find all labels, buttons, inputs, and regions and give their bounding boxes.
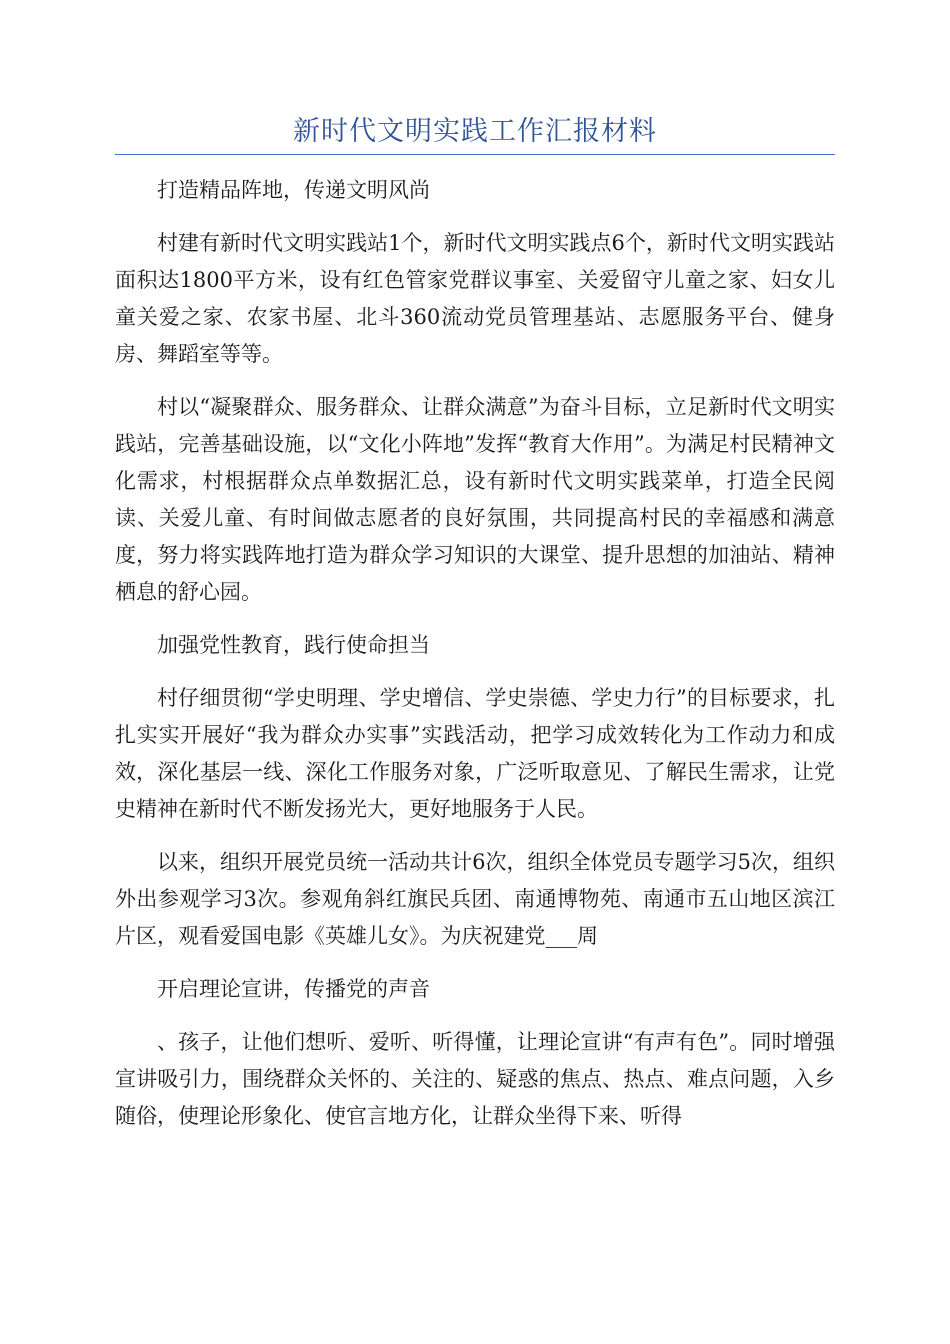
body-paragraph: 以来，组织开展党员统一活动共计6次，组织全体党员专题学习5次，组织外出参观学习3次。参观角斜红旗民兵团、南通博物苑、南通市五山地区滨江片区，观看爱国电影《英雄儿女》。为庆祝建党___周 [115,850,835,948]
body-paragraph: 村建有新时代文明实践站1个，新时代文明实践点6个，新时代文明实践站面积达1800平方米，设有红色管家党群议事室、关爱留守儿童之家、妇女儿童关爱之家、农家书屋、北斗360流动党员管理基站、志愿服务平台、健身房、舞蹈室等等。 [115,231,835,366]
section-heading: 打造精品阵地，传递文明风尚 [157,178,430,202]
body-paragraph: 村仔细贯彻“学史明理、学史增信、学史崇德、学史力行”的目标要求，扎扎实实开展好“我为群众办实事”实践活动，把学习成效转化为工作动力和成效，深化基层一线、深化工作服务对象，广泛听取意见、了解民生需求，让党史精神在新时代不断发扬光大，更好地服务于人民。 [115,686,835,821]
body-paragraph: 村以“凝聚群众、服务群众、让群众满意”为奋斗目标，立足新时代文明实践站，完善基础设施，以“文化小阵地”发挥“教育大作用”。为满足村民精神文化需求，村根据群众点单数据汇总，设有新时代文明实践菜单，打造全民阅读、关爱儿童、有时间做志愿者的良好氛围，共同提高村民的幸福感和满意度，努力将实践阵地打造为群众学习知识的大课堂、提升思想的加油站、精神栖息的舒心园。 [115,395,835,604]
section-heading: 加强党性教育，践行使命担当 [157,633,430,657]
title-underline [115,154,835,155]
document-body [115,172,835,1135]
section-heading: 开启理论宣讲，传播党的声音 [157,977,430,1001]
document-title: 新时代文明实践工作汇报材料 [293,116,657,147]
body-paragraph: 、孩子，让他们想听、爱听、听得懂，让理论宣讲“有声有色”。同时增强宣讲吸引力，围绕群众关怀的、关注的、疑惑的焦点、热点、难点问题，入乡随俗，使理论形象化、使官言地方化，让群众坐得下来、听得 [115,1030,835,1128]
